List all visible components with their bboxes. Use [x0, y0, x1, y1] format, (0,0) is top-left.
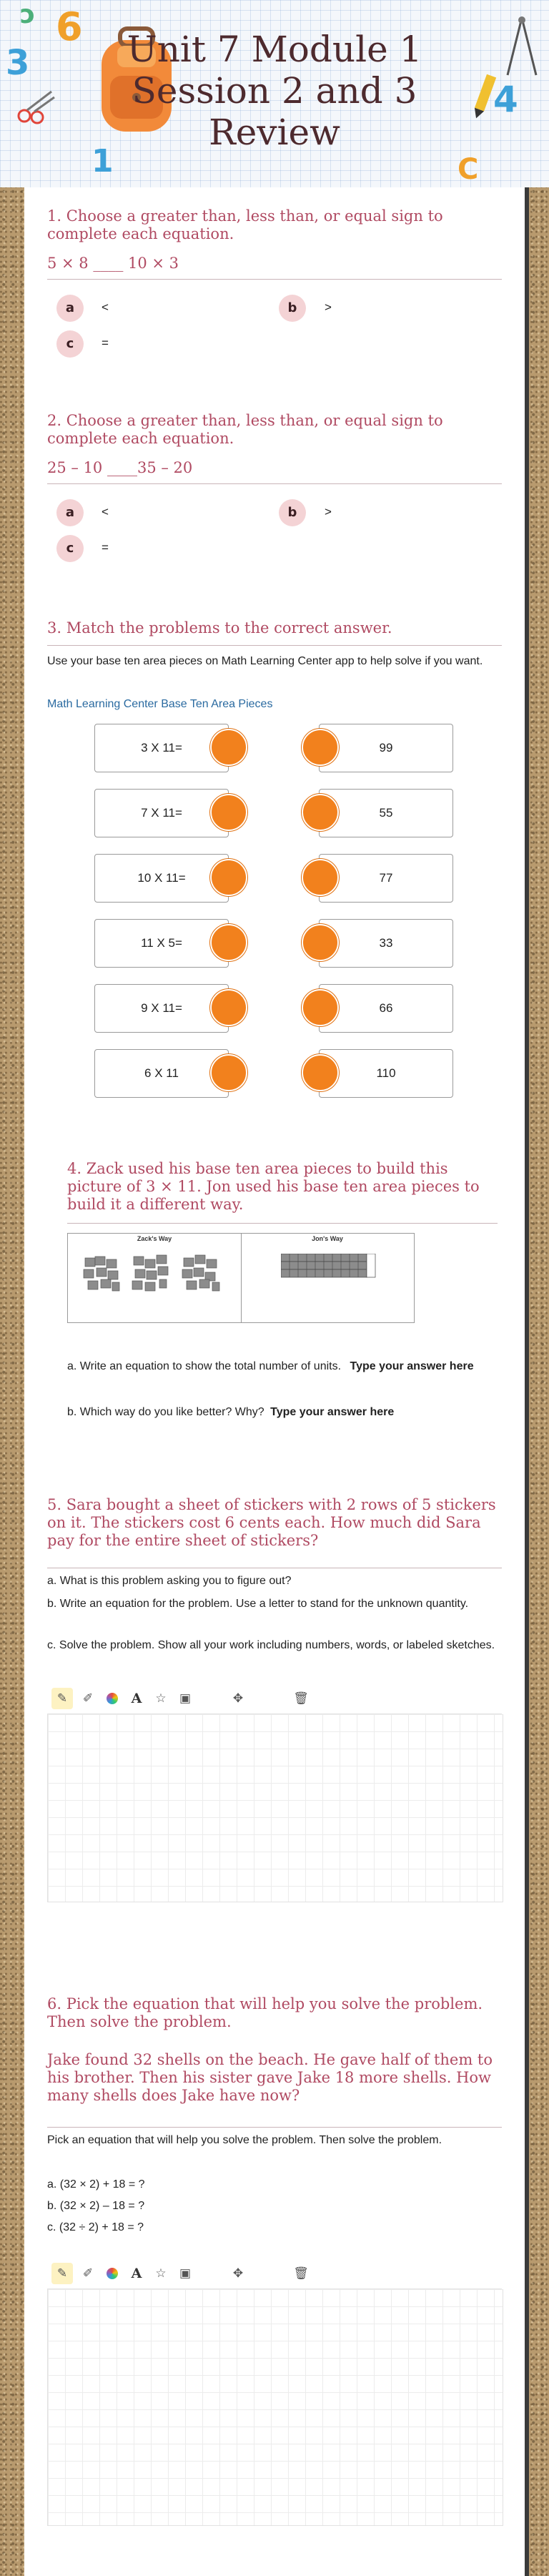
- page-title: Unit 7 Module 1 Session 2 and 3 Review: [127, 29, 422, 153]
- star-icon[interactable]: ☆: [155, 1691, 167, 1706]
- q2-option-a-letter: a: [56, 499, 84, 526]
- highlighter-icon[interactable]: ✐: [82, 2266, 94, 2281]
- match-left-2[interactable]: 7 X 11=: [94, 789, 229, 837]
- star-icon[interactable]: ☆: [155, 2266, 167, 2281]
- q1-option-a-letter: a: [56, 295, 84, 322]
- q4-part-b-text: b. Which way do you like better? Why?: [67, 1406, 264, 1418]
- jon-way-label: Jon's Way: [312, 1235, 343, 1242]
- q6-drawing-toolbar: [47, 2258, 502, 2289]
- match-right-4[interactable]: 33: [319, 919, 453, 968]
- match-left-4-handle[interactable]: [210, 924, 247, 961]
- q6-divider: [47, 2127, 502, 2128]
- match-left-3[interactable]: 10 X 11=: [94, 854, 229, 903]
- q6-story: Jake found 32 shells on the beach. He gave half of them to his brother. Then his sister gave Jake 18 more shells. How many shells does Jake have now?: [47, 2051, 493, 2104]
- worksheet-card: [24, 187, 525, 2576]
- decor-number-4: 4: [493, 79, 518, 120]
- color-wheel-icon[interactable]: [102, 2263, 123, 2284]
- decor-number-1: 1: [92, 143, 114, 180]
- q2-equation: 25 – 10 ____35 – 20: [47, 459, 193, 476]
- match-left-1[interactable]: 3 X 11=: [94, 724, 229, 772]
- match-right-2-handle[interactable]: [302, 794, 339, 831]
- q2-option-a-label: <: [102, 505, 109, 518]
- match-left-6-handle[interactable]: [210, 1054, 247, 1091]
- match-right-1[interactable]: 99: [319, 724, 453, 772]
- move-icon[interactable]: ✥: [232, 1691, 244, 1706]
- pencil-icon[interactable]: ✎: [51, 1688, 73, 1709]
- q6-option-a: a. (32 × 2) + 18 = ?: [47, 2178, 145, 2191]
- match-right-1-handle[interactable]: [302, 729, 339, 766]
- match-right-5-handle[interactable]: [302, 989, 339, 1026]
- color-wheel-icon[interactable]: [102, 1688, 123, 1709]
- move-icon[interactable]: ✥: [232, 2266, 244, 2281]
- match-right-6[interactable]: 110: [319, 1049, 453, 1098]
- q1-option-b-letter: b: [279, 295, 306, 322]
- match-right-4-handle[interactable]: [302, 924, 339, 961]
- decor-letter-c: C: [458, 153, 479, 186]
- q5-part-a: a. What is this problem asking you to figure out?: [47, 1575, 292, 1587]
- trash-icon[interactable]: 🗑: [293, 2266, 309, 2281]
- q1-option-a-label: <: [102, 300, 109, 314]
- q4-part-b-answer[interactable]: Type your answer here: [270, 1406, 395, 1418]
- q2-option-c-letter: c: [56, 535, 84, 562]
- q2-option-c-label: =: [102, 541, 109, 554]
- q2-prompt: 2. Choose a greater than, less than, or equal sign to complete each equation.: [47, 412, 443, 447]
- decor-number-3: 3: [6, 43, 30, 83]
- q1-prompt: 1. Choose a greater than, less than, or equal sign to complete each equation.: [47, 207, 443, 242]
- q6-option-b: b. (32 × 2) – 18 = ?: [47, 2200, 145, 2212]
- match-left-5-handle[interactable]: [210, 989, 247, 1026]
- zack-way-panel: [68, 1234, 242, 1322]
- q5-drawing-toolbar: [47, 1683, 502, 1714]
- jon-way-pieces: [281, 1254, 381, 1282]
- q4-part-a-text: a. Write an equation to show the total number of units.: [67, 1360, 342, 1372]
- q4-divider: [67, 1223, 498, 1224]
- q3-instruction: Use your base ten area pieces on Math Learning Center app to help solve if you want.: [47, 655, 483, 667]
- highlighter-icon[interactable]: ✐: [82, 1691, 94, 1706]
- q4-part-a-answer[interactable]: Type your answer here: [350, 1360, 474, 1372]
- q1-equation: 5 × 8 ____ 10 × 3: [47, 255, 179, 272]
- match-left-4[interactable]: 11 X 5=: [94, 919, 229, 968]
- image-icon[interactable]: ▣: [179, 2266, 192, 2281]
- q6-prompt: 6. Pick the equation that will help you solve the problem. Then solve the problem.: [47, 1995, 483, 2030]
- match-right-3-handle[interactable]: [302, 859, 339, 896]
- q5-drawing-canvas[interactable]: [47, 1714, 503, 1902]
- match-left-6[interactable]: 6 X 11: [94, 1049, 229, 1098]
- q2-option-b-letter: b: [279, 499, 306, 526]
- match-right-3[interactable]: 77: [319, 854, 453, 903]
- decor-number-6: 6: [56, 4, 83, 49]
- q1-option-b-label: >: [325, 300, 332, 314]
- q3-prompt: 3. Match the problems to the correct answer.: [47, 619, 392, 636]
- match-left-2-handle[interactable]: [210, 794, 247, 831]
- q3-divider: [47, 645, 502, 646]
- q6-drawing-canvas[interactable]: [47, 2289, 503, 2526]
- q5-part-b: b. Write an equation for the problem. Use a letter to stand for the unknown quantity.: [47, 1598, 469, 1610]
- q6-option-c: c. (32 ÷ 2) + 18 = ?: [47, 2221, 144, 2233]
- decor-scissors-icon: [16, 89, 59, 124]
- zack-way-label: Zack's Way: [137, 1235, 172, 1242]
- q4-part-a: [67, 1357, 496, 1375]
- pencil-icon[interactable]: ✎: [51, 2263, 73, 2284]
- q1-divider: [47, 279, 502, 280]
- text-icon[interactable]: A: [131, 1691, 142, 1706]
- match-left-1-handle[interactable]: [210, 729, 247, 766]
- decor-pencil-icon: [472, 72, 500, 122]
- jon-way-panel: [241, 1234, 414, 1322]
- q2-divider: [47, 483, 502, 484]
- q5-prompt: 5. Sara bought a sheet of stickers with 2 rows of 5 stickers on it. The stickers cost 6 cents each. How much did Sara pay for the entire sheet of stickers?: [47, 1496, 496, 1549]
- text-icon[interactable]: A: [131, 2266, 142, 2281]
- q4-prompt: 4. Zack used his base ten area pieces to build this picture of 3 × 11. Jon used his base ten area pieces to build it a different way.: [67, 1160, 480, 1213]
- header-banner: [0, 0, 549, 187]
- q1-option-c-letter: c: [56, 330, 84, 358]
- decor-abc: ↄ: [20, 0, 36, 29]
- match-left-5[interactable]: 9 X 11=: [94, 984, 229, 1033]
- q3-link[interactable]: Math Learning Center Base Ten Area Pieces: [47, 698, 273, 710]
- match-left-3-handle[interactable]: [210, 859, 247, 896]
- match-right-2[interactable]: 55: [319, 789, 453, 837]
- match-right-6-handle[interactable]: [302, 1054, 339, 1091]
- zack-way-pieces: [82, 1254, 232, 1297]
- q6-instruction: Pick an equation that will help you solve the problem. Then solve the problem.: [47, 2134, 442, 2146]
- q2-option-b-label: >: [325, 505, 332, 518]
- decor-compass-icon: [500, 14, 543, 79]
- q1-option-c-label: =: [102, 336, 109, 350]
- q4-part-b: [67, 1403, 496, 1421]
- trash-icon[interactable]: 🗑: [293, 1691, 309, 1706]
- match-right-5[interactable]: 66: [319, 984, 453, 1033]
- q4-figure: [67, 1233, 415, 1323]
- image-icon[interactable]: ▣: [179, 1691, 192, 1706]
- q5-part-c: c. Solve the problem. Show all your work including numbers, words, or labeled sketches.: [47, 1639, 495, 1651]
